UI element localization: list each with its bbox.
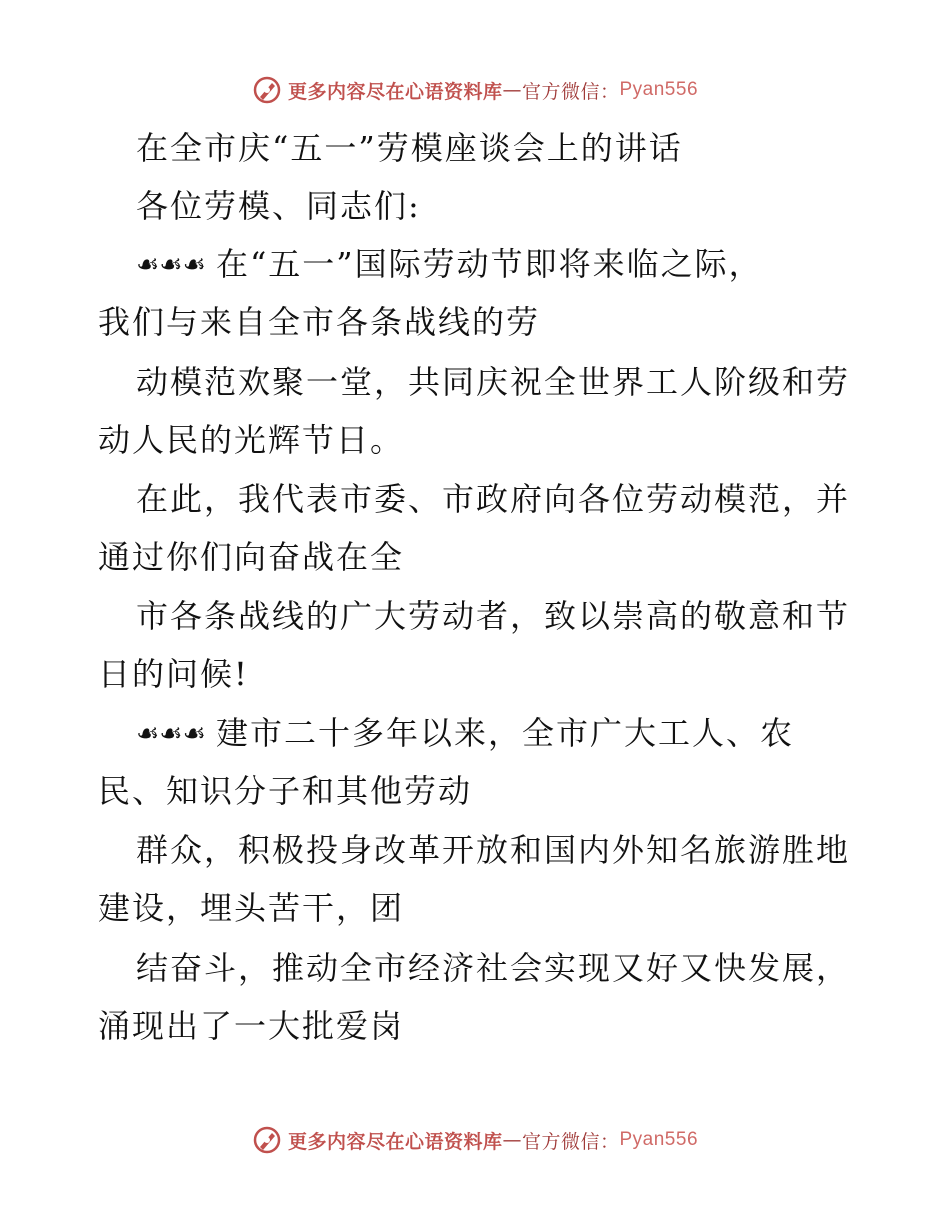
paragraph-line: 结奋斗，推动全市经济社会实现又好又快发展， [136,949,851,987]
watermark-wechat-id: Pyan556 [619,1129,699,1150]
ornament-icon: ☙☙☙ [136,719,206,749]
line-text: 在“五一”国际劳动节即将来临之际， [215,245,763,283]
watermark-brand: 更多内容尽在心语资料库 [287,1130,503,1153]
watermark-separator: — [502,1129,522,1151]
paragraph-line: 日的问候! [98,655,249,693]
watermark-separator: — [502,79,522,101]
paragraph-line: 涌现出了一大批爱岗 [98,1007,405,1045]
paragraph-line [136,713,794,754]
footer-watermark [0,1120,950,1160]
paragraph-line: 动模范欢聚一堂，共同庆祝全世界工人阶级和劳 [136,363,851,401]
watermark-wechat-label: 官方微信： [521,80,620,103]
header-watermark [0,70,950,110]
watermark-brand: 更多内容尽在心语资料库 [287,80,503,103]
paragraph-line: 市各条战线的广大劳动者，致以崇高的敬意和节 [136,597,851,635]
watermark-wechat-id: Pyan556 [619,79,699,100]
paragraph-line: 在此，我代表市委、市政府向各位劳动模范，并 [136,480,851,518]
document-salutation: 各位劳模、同志们: [136,187,421,225]
watermark-wechat-label: 官方微信： [521,1130,620,1153]
paragraph-line [136,244,763,285]
line-text: 建市二十多年以来，全市广大工人、农 [215,714,794,752]
paragraph-line: 我们与来自全市各条战线的劳 [98,303,541,341]
paragraph-line: 动人民的光辉节日。 [98,421,405,459]
document-title: 在全市庆“五一”劳模座谈会上的讲话 [136,129,683,167]
paragraph-line: 建设，埋头苦干，团 [98,889,405,927]
ornament-icon: ☙☙☙ [136,250,206,280]
paragraph-line: 通过你们向奋战在全 [98,538,405,576]
paragraph-line: 群众，积极投身改革开放和国内外知名旅游胜地 [136,831,851,869]
pen-circle-icon [252,1125,282,1155]
paragraph-line: 民、知识分子和其他劳动 [98,772,473,810]
pen-circle-icon [252,75,282,105]
